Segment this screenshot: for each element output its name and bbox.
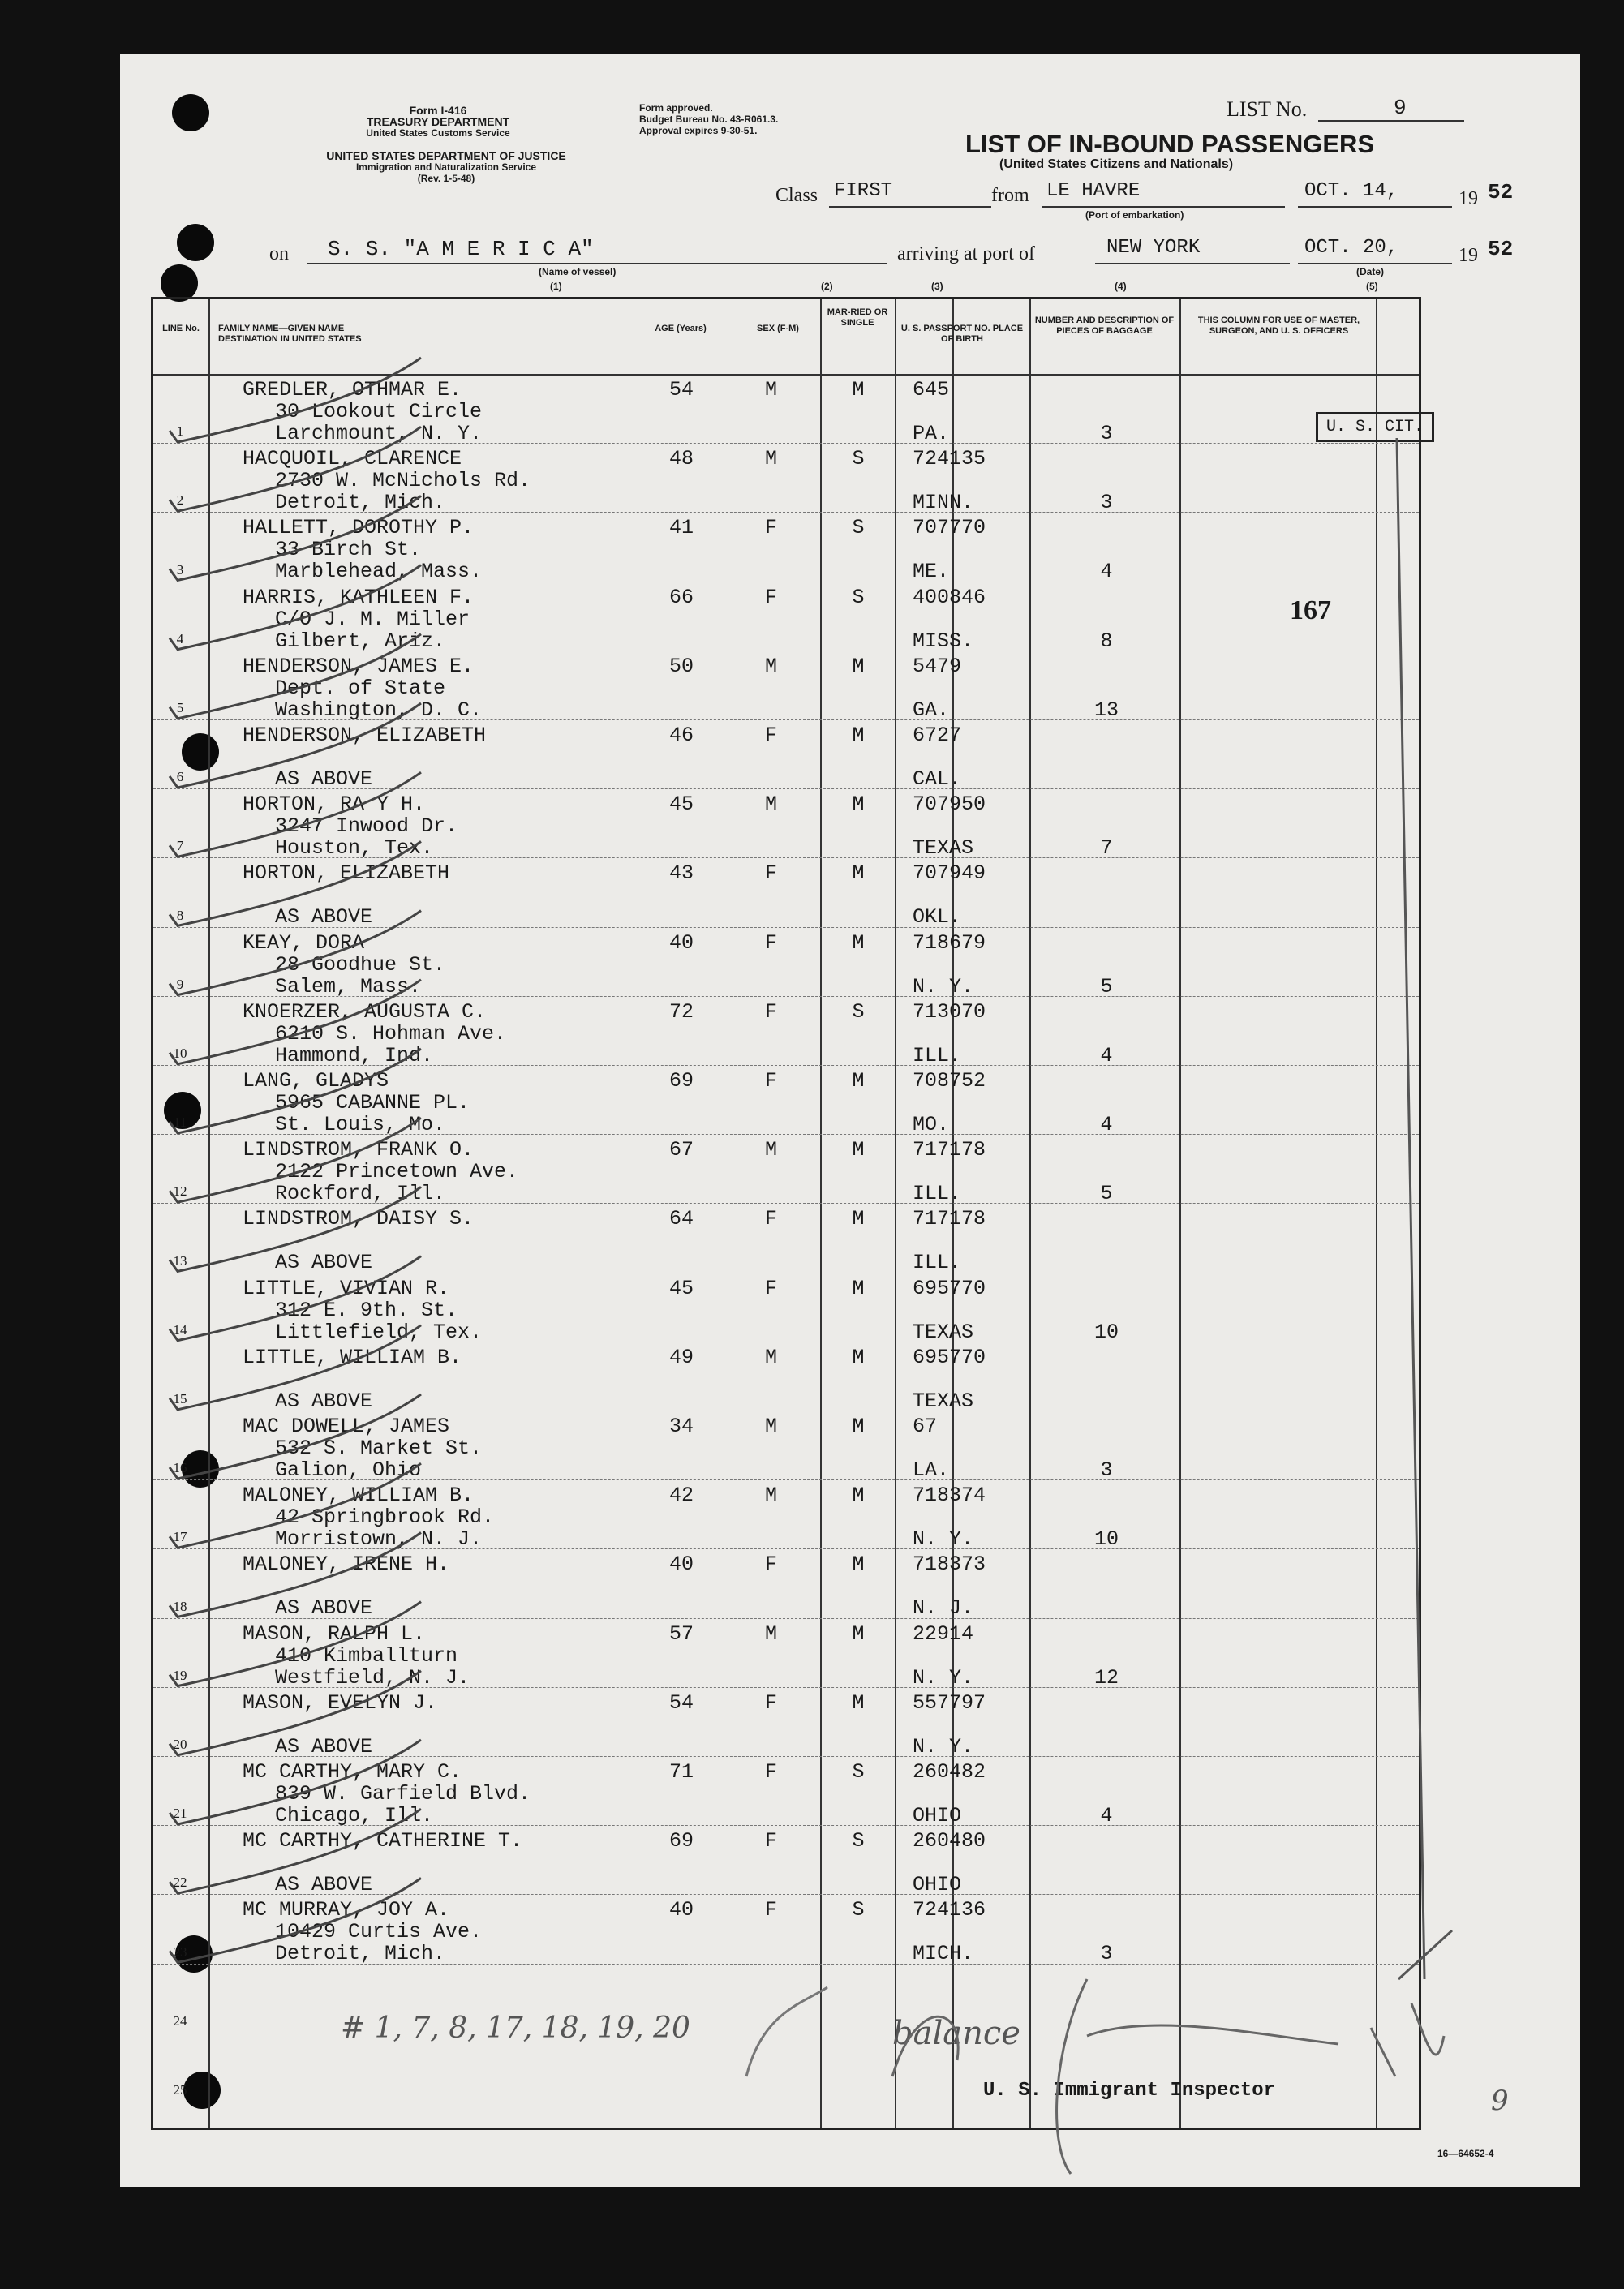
passenger-birth: OHIO [913,1873,962,1897]
passenger-ms: S [852,1829,865,1853]
col-num-1: (1) [550,281,562,292]
col-header-age: AGE (Years) [655,324,707,333]
passenger-birth: ILL. [913,1043,962,1067]
passenger-ms: M [852,1621,865,1646]
passenger-birth: N. Y. [913,1665,974,1690]
passenger-addr2: AS ABOVE [275,1596,373,1621]
form-number: Form I-416 [409,104,467,117]
passenger-birth: MISS. [913,629,974,653]
passenger-age: 64 [669,1207,694,1231]
line-number: 22 [173,1875,187,1891]
col-header-baggage: NUMBER AND DESCRIPTION OF PIECES OF BAGGAGE [1034,316,1175,336]
port-of-embarkation-caption: (Port of embarkation) [1085,209,1184,221]
passenger-birth: ILL. [913,1182,962,1206]
passenger-sex: M [765,654,778,678]
passenger-birth: TEXAS [913,1320,974,1344]
passenger-addr1: Dept. of State [275,676,446,700]
line-number: 13 [173,1252,187,1269]
passenger-passport: 717178 [913,1138,986,1162]
passenger-age: 45 [669,792,694,817]
inspector-label: U. S. Immigrant Inspector [983,2080,1276,2102]
passenger-ms: S [852,1760,865,1784]
line-number: 5 [176,700,184,715]
passenger-sex: M [765,792,778,817]
passenger-bags: 13 [1093,698,1119,722]
line-number: 17 [173,1529,187,1545]
passenger-passport: 724136 [913,1898,986,1922]
passenger-addr2: St. Louis, Mo. [275,1113,446,1136]
passenger-age: 67 [669,1138,694,1162]
passenger-sex: M [765,1345,778,1369]
line-number: 6 [176,769,184,785]
arrival-year-prefix: 19 [1459,245,1478,266]
line-number: 18 [173,1598,187,1614]
departure-year-prefix: 19 [1459,188,1478,209]
passenger-name: MALONEY, WILLIAM B. [243,1484,475,1508]
passenger-bags: 5 [1100,974,1113,998]
passenger-age: 69 [669,1069,694,1093]
passenger-addr1: 5965 CABANNE PL. [275,1091,470,1114]
col-header-name: FAMILY NAME—GIVEN NAME DESTINATION IN UNITED STATES [218,324,362,344]
passenger-addr2: Washington, D. C. [275,698,483,722]
passenger-age: 50 [669,654,694,678]
class-value: FIRST [834,180,893,202]
passenger-addr1: 30 Lookout Circle [275,400,483,423]
passenger-age: 54 [669,378,694,402]
passenger-passport: 718373 [913,1552,986,1577]
passenger-addr2: Rockford, Ill. [275,1182,446,1206]
line-number: 4 [176,630,184,646]
passenger-name: MASON, RALPH L. [243,1621,426,1646]
passenger-birth: TEXAS [913,836,974,861]
passenger-bags: 3 [1100,491,1113,515]
col-header-officers: THIS COLUMN FOR USE OF MASTER, SURGEON, AND U. S. OFFICERS [1197,316,1360,336]
approval-line-3: Approval expires 9-30-51. [639,125,758,136]
passenger-addr2: AS ABOVE [275,767,373,791]
passenger-age: 40 [669,1552,694,1577]
line-number: 7 [176,838,184,854]
passenger-passport: 695770 [913,1345,986,1369]
arrival-date: OCT. 20, [1304,237,1398,259]
col-header-line: LINE No. [162,324,200,333]
passenger-sex: F [765,724,778,747]
passenger-name: MASON, EVELYN J. [243,1690,438,1715]
passenger-ms: S [852,447,865,471]
departure-date: OCT. 14, [1304,180,1398,202]
line-number: 20 [173,1737,187,1752]
passenger-addr2: Chicago, Ill. [275,1804,434,1827]
line-number: 15 [173,1391,187,1406]
passenger-name: HALLETT, DOROTHY P. [243,516,475,540]
passenger-addr2: AS ABOVE [275,1873,373,1897]
passenger-ms: M [852,1207,865,1231]
line-number: 21 [173,1806,187,1822]
passenger-birth: MO. [913,1113,950,1136]
passenger-sex: F [765,861,778,886]
passenger-ms: M [852,930,865,955]
passenger-birth: MICH. [913,1942,974,1966]
passenger-name: GREDLER, OTHMAR E. [243,378,462,402]
dept-treasury-sub: United States Customs Service [366,127,510,139]
passenger-birth: ILL. [913,1251,962,1275]
passenger-name: MC CARTHY, MARY C. [243,1760,462,1784]
passenger-birth: MINN. [913,491,974,515]
passenger-addr2: AS ABOVE [275,1734,373,1759]
line-number: 19 [173,1667,187,1683]
handwritten-balance: balance [892,2015,1020,2052]
passenger-sex: M [765,1138,778,1162]
passenger-sex: M [765,1415,778,1438]
passenger-passport: 22914 [913,1621,974,1646]
passenger-sex: F [765,1276,778,1300]
handwritten-line-note: # 1, 7, 8, 17, 18, 19, 20 [341,2012,690,2045]
passenger-ms: M [852,1415,865,1438]
passenger-passport: 695770 [913,1276,986,1300]
passenger-bags: 4 [1100,1043,1113,1067]
passenger-addr1: 532 S. Market St. [275,1437,483,1460]
passenger-bags: 4 [1100,1804,1113,1827]
passenger-age: 54 [669,1690,694,1715]
passenger-name: LINDSTROM, FRANK O. [243,1138,475,1162]
class-label: Class [775,185,818,206]
line-number: 2 [176,492,184,509]
passenger-ms: S [852,999,865,1024]
officer-column-tick-line [1397,438,1424,1979]
line-number: 11 [173,1114,187,1131]
vessel-caption: (Name of vessel) [539,266,617,277]
passenger-name: HENDERSON, JAMES E. [243,654,475,678]
passenger-addr1: 6210 S. Hohman Ave. [275,1021,507,1046]
passenger-bags: 3 [1100,422,1113,445]
passenger-age: 69 [669,1829,694,1853]
line-number: 25 [173,2082,187,2098]
passenger-addr2: Salem, Mass. [275,974,422,998]
page-corner-mark: 9 [1491,2085,1509,2117]
passenger-sex: M [765,378,778,402]
passenger-passport: 718374 [913,1484,986,1508]
passenger-age: 66 [669,585,694,609]
col-num-2: (2) [821,281,833,292]
passenger-addr1: 10429 Curtis Ave. [275,1920,483,1944]
passenger-birth: ME. [913,560,950,584]
passenger-age: 43 [669,861,694,886]
passenger-age: 41 [669,516,694,540]
passenger-sex: F [765,1207,778,1231]
passenger-ms: M [852,1484,865,1508]
passenger-addr1: 28 Goodhue St. [275,952,446,977]
passenger-passport: 557797 [913,1690,986,1715]
approval-line-2: Budget Bureau No. 43-R061.3. [639,114,779,125]
passenger-name: MC MURRAY, JOY A. [243,1898,450,1922]
line-number: 24 [173,2012,187,2029]
passenger-addr1: 33 Birch St. [275,538,422,562]
from-label: from [991,185,1029,206]
passenger-bags: 4 [1100,560,1113,584]
passenger-birth: LA. [913,1458,950,1482]
dept-justice: UNITED STATES DEPARTMENT OF JUSTICE [326,149,566,162]
passenger-passport: 260482 [913,1760,986,1784]
signature-stroke [1057,1979,1087,2174]
passenger-bags: 7 [1100,836,1113,861]
passenger-ms: S [852,516,865,540]
officer-count: 167 [1290,595,1331,625]
departure-year: 52 [1488,180,1514,204]
passenger-addr1: 312 E. 9th. St. [275,1298,458,1322]
passenger-name: HORTON, RA Y H. [243,792,426,817]
passenger-passport: 67 [913,1415,938,1438]
passenger-name: LITTLE, VIVIAN R. [243,1276,450,1300]
passenger-name: LITTLE, WILLIAM B. [243,1345,462,1369]
passenger-name: LANG, GLADYS [243,1069,389,1093]
passenger-birth: N. J. [913,1596,974,1621]
passenger-birth: N. Y. [913,1734,974,1759]
line-number: 8 [176,907,184,923]
passenger-birth: CAL. [913,767,962,791]
passenger-bags: 8 [1100,629,1113,653]
passenger-sex: F [765,1069,778,1093]
passenger-ms: M [852,1345,865,1369]
passenger-age: 48 [669,447,694,471]
page-title: LIST OF IN-BOUND PASSENGERS [965,130,1375,158]
form-code: 16—64652-4 [1437,2148,1494,2159]
passenger-sex: M [765,1621,778,1646]
passenger-sex: F [765,516,778,540]
passenger-bags: 4 [1100,1113,1113,1136]
line-number: 3 [176,561,184,578]
passenger-sex: F [765,1690,778,1715]
passenger-birth: GA. [913,698,950,722]
passenger-name: MC CARTHY, CATHERINE T. [243,1829,523,1853]
list-number: 9 [1394,96,1407,120]
passenger-birth: OHIO [913,1804,962,1827]
page-subtitle: (United States Citizens and Nationals) [999,157,1234,171]
passenger-addr2: Galion, Ohio [275,1458,422,1482]
line-number: 9 [176,976,184,992]
passenger-addr2: AS ABOVE [275,1389,373,1413]
passenger-addr2: Littlefield, Tex. [275,1320,483,1344]
passenger-sex: F [765,1829,778,1853]
signature-stroke [1371,2003,1444,2076]
passenger-passport: 708752 [913,1069,986,1093]
passenger-age: 49 [669,1345,694,1369]
passenger-sex: F [765,1898,778,1922]
signature-stroke [1087,2025,1338,2044]
passenger-addr2: Gilbert, Ariz. [275,629,446,653]
passenger-passport: 724135 [913,447,986,471]
passenger-name: MAC DOWELL, JAMES [243,1415,450,1438]
passenger-addr2: Larchmount, N. Y. [275,422,483,445]
passenger-addr1: C/O J. M. Miller [275,607,470,631]
signature-stroke [892,2016,958,2076]
passenger-birth: PA. [913,422,950,445]
passenger-sex: M [765,1484,778,1508]
line-number: 10 [173,1046,187,1061]
passenger-sex: F [765,930,778,955]
passenger-ms: S [852,1898,865,1922]
passenger-bags: 3 [1100,1942,1113,1966]
passenger-ms: M [852,792,865,817]
passenger-age: 57 [669,1621,694,1646]
on-label: on [269,243,289,264]
passenger-age: 45 [669,1276,694,1300]
line-number: 23 [173,1943,187,1960]
dept-treasury: TREASURY DEPARTMENT [366,115,510,128]
passenger-addr2: Morristown, N. J. [275,1527,483,1552]
approval-line-1: Form approved. [639,102,713,114]
passenger-passport: 6727 [913,724,962,747]
passenger-age: 71 [669,1760,694,1784]
vessel-name: S. S. "A M E R I C A" [328,237,594,261]
passenger-bags: 10 [1093,1527,1119,1552]
line-number: 16 [173,1460,187,1476]
passenger-name: HACQUOIL, CLARENCE [243,447,462,471]
passenger-name: HENDERSON, ELIZABETH [243,724,487,747]
passenger-addr2: Westfield, N. J. [275,1665,470,1690]
passenger-ms: M [852,654,865,678]
passenger-addr2: AS ABOVE [275,1251,373,1275]
col-num-3: (3) [931,281,943,292]
passenger-name: HARRIS, KATHLEEN F. [243,585,475,609]
passenger-ms: M [852,861,865,886]
passenger-name: KEAY, DORA [243,930,365,955]
passenger-addr2: Detroit, Mich. [275,491,446,515]
passenger-passport: 707949 [913,861,986,886]
passenger-sex: F [765,1552,778,1577]
arriving-label: arriving at port of [897,243,1035,264]
passenger-bags: 3 [1100,1458,1113,1482]
col-header-married: MAR-RIED OR SINGLE [827,307,888,328]
passenger-name: KNOERZER, AUGUSTA C. [243,999,487,1024]
passenger-sex: M [765,447,778,471]
port-of-embarkation: LE HAVRE [1046,180,1141,202]
passenger-addr2: AS ABOVE [275,905,373,930]
passenger-bags: 5 [1100,1182,1113,1206]
passenger-addr1: 42 Springbrook Rd. [275,1505,495,1530]
passenger-ms: M [852,1690,865,1715]
us-citizen-stamp: U. S. CIT. [1316,412,1434,442]
form-revision: (Rev. 1-5-48) [417,173,475,184]
arrival-year: 52 [1488,237,1514,261]
line-number: 1 [176,423,184,440]
passenger-age: 46 [669,724,694,747]
passenger-passport: 713070 [913,999,986,1024]
passenger-passport: 718679 [913,930,986,955]
passenger-age: 72 [669,999,694,1024]
passenger-addr2: Hammond, Ind. [275,1043,434,1067]
passenger-addr1: 2730 W. McNichols Rd. [275,469,531,493]
dept-justice-sub: Immigration and Naturalization Service [355,161,537,173]
passenger-sex: F [765,999,778,1024]
passenger-ms: M [852,1138,865,1162]
passenger-ms: M [852,724,865,747]
col-header-passport: U. S. PASSPORT NO. PLACE OF BIRTH [900,324,1024,344]
passenger-addr1: 2122 Princetown Ave. [275,1160,519,1184]
passenger-age: 40 [669,930,694,955]
passenger-addr1: 839 W. Garfield Blvd. [275,1782,531,1806]
passenger-sex: F [765,585,778,609]
passenger-birth: N. Y. [913,974,974,998]
col-header-sex: SEX (F-M) [757,324,799,333]
passenger-addr1: 410 Kimballturn [275,1643,458,1668]
passenger-addr1: 3247 Inwood Dr. [275,814,458,839]
passenger-passport: 5479 [913,654,962,678]
passenger-addr2: Houston, Tex. [275,836,434,861]
passenger-passport: 645 [913,378,950,402]
passenger-name: LINDSTROM, DAISY S. [243,1207,475,1231]
arrival-port: NEW YORK [1106,237,1201,259]
list-label: LIST No. [1227,97,1308,121]
passenger-passport: 717178 [913,1207,986,1231]
passenger-bags: 12 [1093,1665,1119,1690]
passenger-passport: 260480 [913,1829,986,1853]
passenger-name: HORTON, ELIZABETH [243,861,450,886]
passenger-name: MALONEY, IRENE H. [243,1552,450,1577]
passenger-bags: 10 [1093,1320,1119,1344]
passenger-addr2: Marblehead, Mass. [275,560,483,584]
passenger-ms: S [852,585,865,609]
col-num-4: (4) [1115,281,1127,292]
col-num-5: (5) [1366,281,1378,292]
passenger-addr2: Detroit, Mich. [275,1942,446,1966]
line-number: 12 [173,1183,187,1200]
handwritten-stroke [746,1987,827,2076]
passenger-age: 34 [669,1415,694,1438]
passenger-passport: 400846 [913,585,986,609]
passenger-age: 42 [669,1484,694,1508]
passenger-ms: M [852,1069,865,1093]
passenger-age: 40 [669,1898,694,1922]
passenger-passport: 707770 [913,516,986,540]
passenger-ms: M [852,1552,865,1577]
passenger-birth: TEXAS [913,1389,974,1413]
passenger-birth: OKL. [913,905,962,930]
line-number: 14 [173,1321,187,1338]
date-caption: (Date) [1356,266,1385,277]
passenger-sex: F [765,1760,778,1784]
passenger-ms: M [852,378,865,402]
passenger-birth: N. Y. [913,1527,974,1552]
passenger-ms: M [852,1276,865,1300]
passenger-passport: 707950 [913,792,986,817]
